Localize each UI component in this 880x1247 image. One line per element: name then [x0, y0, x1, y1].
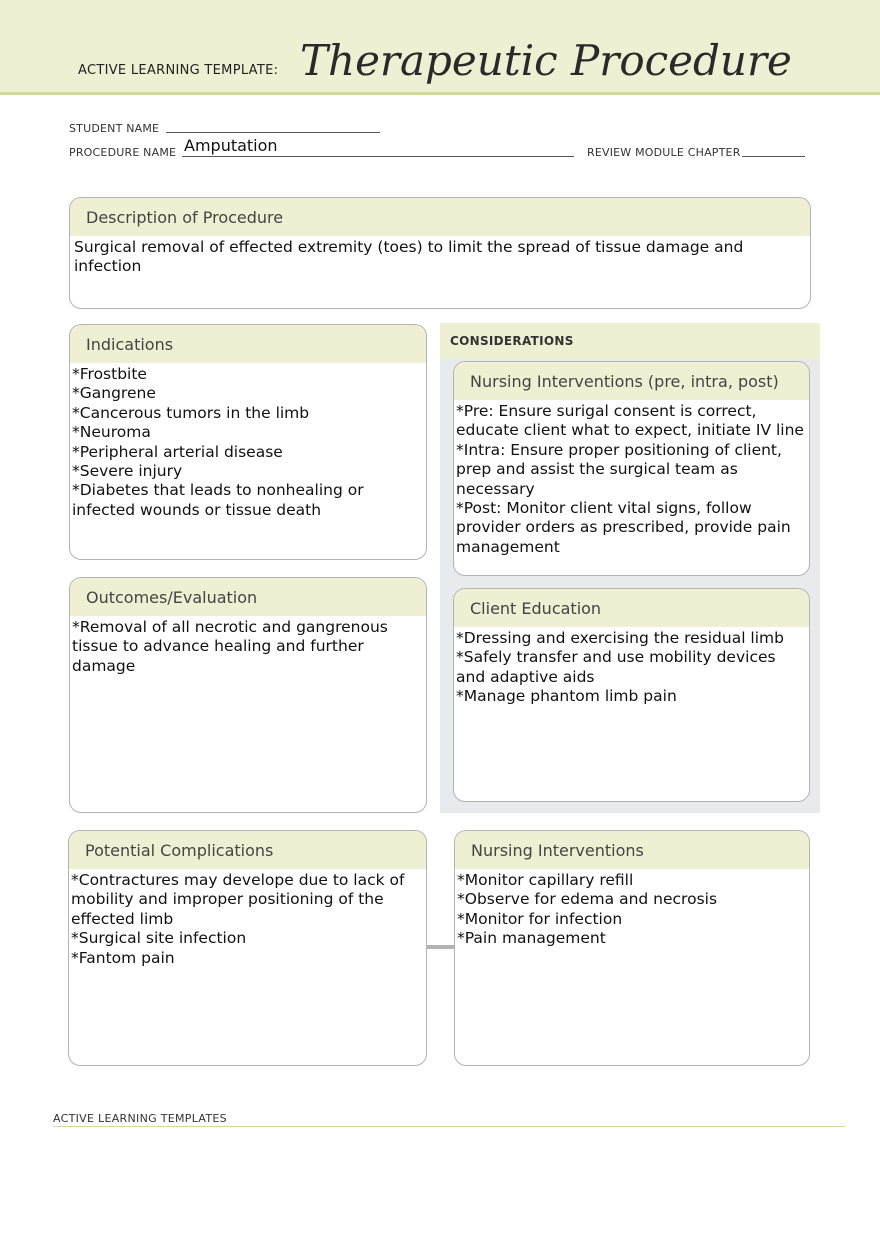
procedure-name-field[interactable] — [182, 156, 574, 157]
nursing-interventions-box — [454, 830, 810, 1066]
footer-text: ACTIVE LEARNING TEMPLATES — [53, 1112, 227, 1125]
indications-title: Indications — [70, 325, 426, 363]
considerations-title: CONSIDERATIONS — [440, 323, 820, 359]
template-label: ACTIVE LEARNING TEMPLATE: — [78, 63, 279, 78]
client-education-box — [453, 588, 810, 802]
nursing-interventions-title: Nursing Interventions — [455, 831, 809, 869]
review-module-field[interactable] — [742, 156, 805, 157]
outcomes-title: Outcomes/Evaluation — [70, 578, 426, 616]
procedure-name-label: PROCEDURE NAME — [69, 146, 177, 159]
indications-text[interactable]: *Frostbite *Gangrene *Cancerous tumors in the limb *Neuroma *Peripheral arterial disease *Severe injury *Diabetes that leads to nonhealing or infected wounds or tissue death — [72, 365, 364, 519]
complications-text[interactable]: *Contractures may develope due to lack of mobility and improper positioning of the effected limb *Surgical site infection *Fantom pain — [71, 871, 405, 967]
review-module-label: REVIEW MODULE CHAPTER — [587, 146, 741, 159]
outcomes-box — [69, 577, 427, 813]
complications-box — [68, 830, 427, 1066]
description-box — [69, 197, 811, 309]
footer-divider — [53, 1126, 845, 1127]
nursing-interventions-ppp-text[interactable]: *Pre: Ensure surigal consent is correct, educate client what to expect, initiate IV line *Intra: Ensure proper positioning of client, prep and assist the surgical team as necessary *Post: Monitor client vital signs, follow provider orders as prescribed, provide pain management — [456, 402, 804, 556]
outcomes-text[interactable]: *Removal of all necrotic and gangrenous tissue to advance healing and further damage — [72, 618, 388, 675]
description-title: Description of Procedure — [70, 198, 810, 236]
nursing-interventions-ppp-title: Nursing Interventions (pre, intra, post) — [454, 362, 809, 400]
connector-bar — [427, 945, 454, 949]
procedure-name-value: Amputation — [184, 136, 278, 155]
student-name-label: STUDENT NAME — [69, 122, 160, 135]
indications-box — [69, 324, 427, 560]
student-name-field[interactable] — [166, 132, 380, 133]
page-title: Therapeutic Procedure — [300, 36, 792, 85]
client-education-text[interactable]: *Dressing and exercising the residual limb *Safely transfer and use mobility devices and adaptive aids *Manage phantom limb pain — [456, 629, 784, 706]
complications-title: Potential Complications — [69, 831, 426, 869]
nursing-interventions-text[interactable]: *Monitor capillary refill *Observe for edema and necrosis *Monitor for infection *Pain management — [457, 871, 718, 948]
nursing-interventions-ppp-box — [453, 361, 810, 576]
client-education-title: Client Education — [454, 589, 809, 627]
description-text[interactable]: Surgical removal of effected extremity (toes) to limit the spread of tissue damage and infection — [74, 238, 744, 276]
